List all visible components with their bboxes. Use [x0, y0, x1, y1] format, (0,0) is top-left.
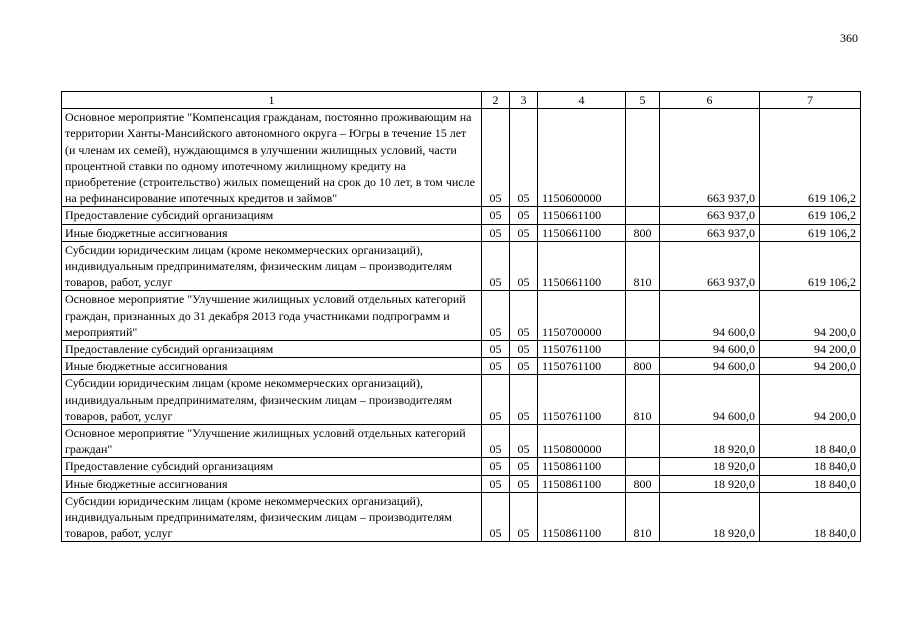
row-amount-year-2: 619 106,2: [760, 224, 861, 241]
row-expense-type: 810: [626, 241, 660, 291]
row-amount-year-1: 94 600,0: [660, 341, 760, 358]
row-name: Предоставление субсидий организациям: [62, 341, 482, 358]
row-name: Основное мероприятие "Компенсация гражданам, постоянно проживающим на территории Ханты-Мансийского автономного округа – Югры в течение 15 лет (и членам их семей), нуждающимся в улучшении жилищных условий, части процентной ставки по одному ипотечному жилищному кредиту на приобретение (строительство) жилых помещений на срок до 10 лет, в том числе на рефинансирование ипотечных кредитов и займов": [62, 109, 482, 207]
row-expense-type: 800: [626, 358, 660, 375]
row-expense-type: [626, 341, 660, 358]
row-amount-year-2: 18 840,0: [760, 492, 861, 542]
row-section: 05: [482, 341, 510, 358]
row-expense-type: [626, 425, 660, 458]
row-expense-type: 800: [626, 224, 660, 241]
row-name: Иные бюджетные ассигнования: [62, 475, 482, 492]
row-amount-year-1: 18 920,0: [660, 492, 760, 542]
table-row: [62, 358, 861, 375]
row-amount-year-2: 619 106,2: [760, 207, 861, 224]
row-subsection: 05: [510, 241, 538, 291]
row-subsection: 05: [510, 207, 538, 224]
row-target-code: 1150661100: [538, 241, 626, 291]
row-target-code: 1150761100: [538, 358, 626, 375]
row-section: 05: [482, 475, 510, 492]
row-expense-type: [626, 207, 660, 224]
row-subsection: 05: [510, 475, 538, 492]
row-name: Предоставление субсидий организациям: [62, 207, 482, 224]
row-amount-year-2: 94 200,0: [760, 291, 861, 341]
row-target-code: 1150600000: [538, 109, 626, 207]
row-amount-year-1: 663 937,0: [660, 207, 760, 224]
table-row: [62, 475, 861, 492]
row-section: 05: [482, 425, 510, 458]
row-subsection: 05: [510, 358, 538, 375]
row-subsection: 05: [510, 341, 538, 358]
row-subsection: 05: [510, 458, 538, 475]
column-header-5: 5: [626, 92, 660, 109]
row-amount-year-2: 18 840,0: [760, 425, 861, 458]
row-section: 05: [482, 458, 510, 475]
row-amount-year-2: 619 106,2: [760, 241, 861, 291]
row-section: 05: [482, 109, 510, 207]
row-name: Субсидии юридическим лицам (кроме некоммерческих организаций), индивидуальным предпринимателям, физическим лицам – производителям товаров, работ, услуг: [62, 375, 482, 425]
row-section: 05: [482, 492, 510, 542]
row-amount-year-1: 18 920,0: [660, 458, 760, 475]
row-subsection: 05: [510, 224, 538, 241]
row-target-code: 1150861100: [538, 492, 626, 542]
table-row: [62, 241, 861, 291]
row-expense-type: 800: [626, 475, 660, 492]
row-expense-type: 810: [626, 375, 660, 425]
row-amount-year-1: 94 600,0: [660, 358, 760, 375]
column-header-6: 6: [660, 92, 760, 109]
row-amount-year-1: 18 920,0: [660, 425, 760, 458]
row-name: Предоставление субсидий организациям: [62, 458, 482, 475]
column-header-2: 2: [482, 92, 510, 109]
row-subsection: 05: [510, 291, 538, 341]
row-amount-year-2: 18 840,0: [760, 475, 861, 492]
row-name: Субсидии юридическим лицам (кроме некоммерческих организаций), индивидуальным предпринимателям, физическим лицам – производителям товаров, работ, услуг: [62, 492, 482, 542]
row-amount-year-2: 94 200,0: [760, 375, 861, 425]
row-section: 05: [482, 358, 510, 375]
page-number: 360: [840, 31, 858, 45]
row-target-code: 1150661100: [538, 224, 626, 241]
row-subsection: 05: [510, 109, 538, 207]
row-expense-type: [626, 458, 660, 475]
row-amount-year-2: 94 200,0: [760, 358, 861, 375]
row-target-code: 1150800000: [538, 425, 626, 458]
row-target-code: 1150661100: [538, 207, 626, 224]
row-section: 05: [482, 224, 510, 241]
row-section: 05: [482, 375, 510, 425]
row-amount-year-2: 619 106,2: [760, 109, 861, 207]
row-amount-year-2: 18 840,0: [760, 458, 861, 475]
table-row: [62, 375, 861, 425]
row-name: Субсидии юридическим лицам (кроме некоммерческих организаций), индивидуальным предпринимателям, физическим лицам – производителям товаров, работ, услуг: [62, 241, 482, 291]
row-expense-type: 810: [626, 492, 660, 542]
column-header-4: 4: [538, 92, 626, 109]
table-row: [62, 458, 861, 475]
row-subsection: 05: [510, 375, 538, 425]
row-target-code: 1150861100: [538, 475, 626, 492]
row-section: 05: [482, 241, 510, 291]
row-amount-year-2: 94 200,0: [760, 341, 861, 358]
row-amount-year-1: 94 600,0: [660, 375, 760, 425]
row-subsection: 05: [510, 425, 538, 458]
table-row: [62, 425, 861, 458]
column-header-1: 1: [62, 92, 482, 109]
row-subsection: 05: [510, 492, 538, 542]
row-name: Основное мероприятие "Улучшение жилищных условий отдельных категорий граждан, признанных до 31 декабря 2013 года участниками подпрограмм и мероприятий": [62, 291, 482, 341]
row-name: Иные бюджетные ассигнования: [62, 358, 482, 375]
row-target-code: 1150761100: [538, 341, 626, 358]
column-header-7: 7: [760, 92, 861, 109]
row-name: Иные бюджетные ассигнования: [62, 224, 482, 241]
row-amount-year-1: 18 920,0: [660, 475, 760, 492]
table-row: [62, 341, 861, 358]
row-amount-year-1: 663 937,0: [660, 109, 760, 207]
row-target-code: 1150700000: [538, 291, 626, 341]
header-row: [62, 92, 861, 109]
row-amount-year-1: 94 600,0: [660, 291, 760, 341]
row-expense-type: [626, 109, 660, 207]
budget-table: [61, 91, 861, 542]
row-target-code: 1150861100: [538, 458, 626, 475]
table-row: [62, 224, 861, 241]
table-row: [62, 109, 861, 207]
row-amount-year-1: 663 937,0: [660, 241, 760, 291]
row-section: 05: [482, 291, 510, 341]
row-name: Основное мероприятие "Улучшение жилищных условий отдельных категорий граждан": [62, 425, 482, 458]
table-row: [62, 207, 861, 224]
table-row: [62, 291, 861, 341]
column-header-3: 3: [510, 92, 538, 109]
row-section: 05: [482, 207, 510, 224]
row-amount-year-1: 663 937,0: [660, 224, 760, 241]
table-row: [62, 492, 861, 542]
row-expense-type: [626, 291, 660, 341]
row-target-code: 1150761100: [538, 375, 626, 425]
